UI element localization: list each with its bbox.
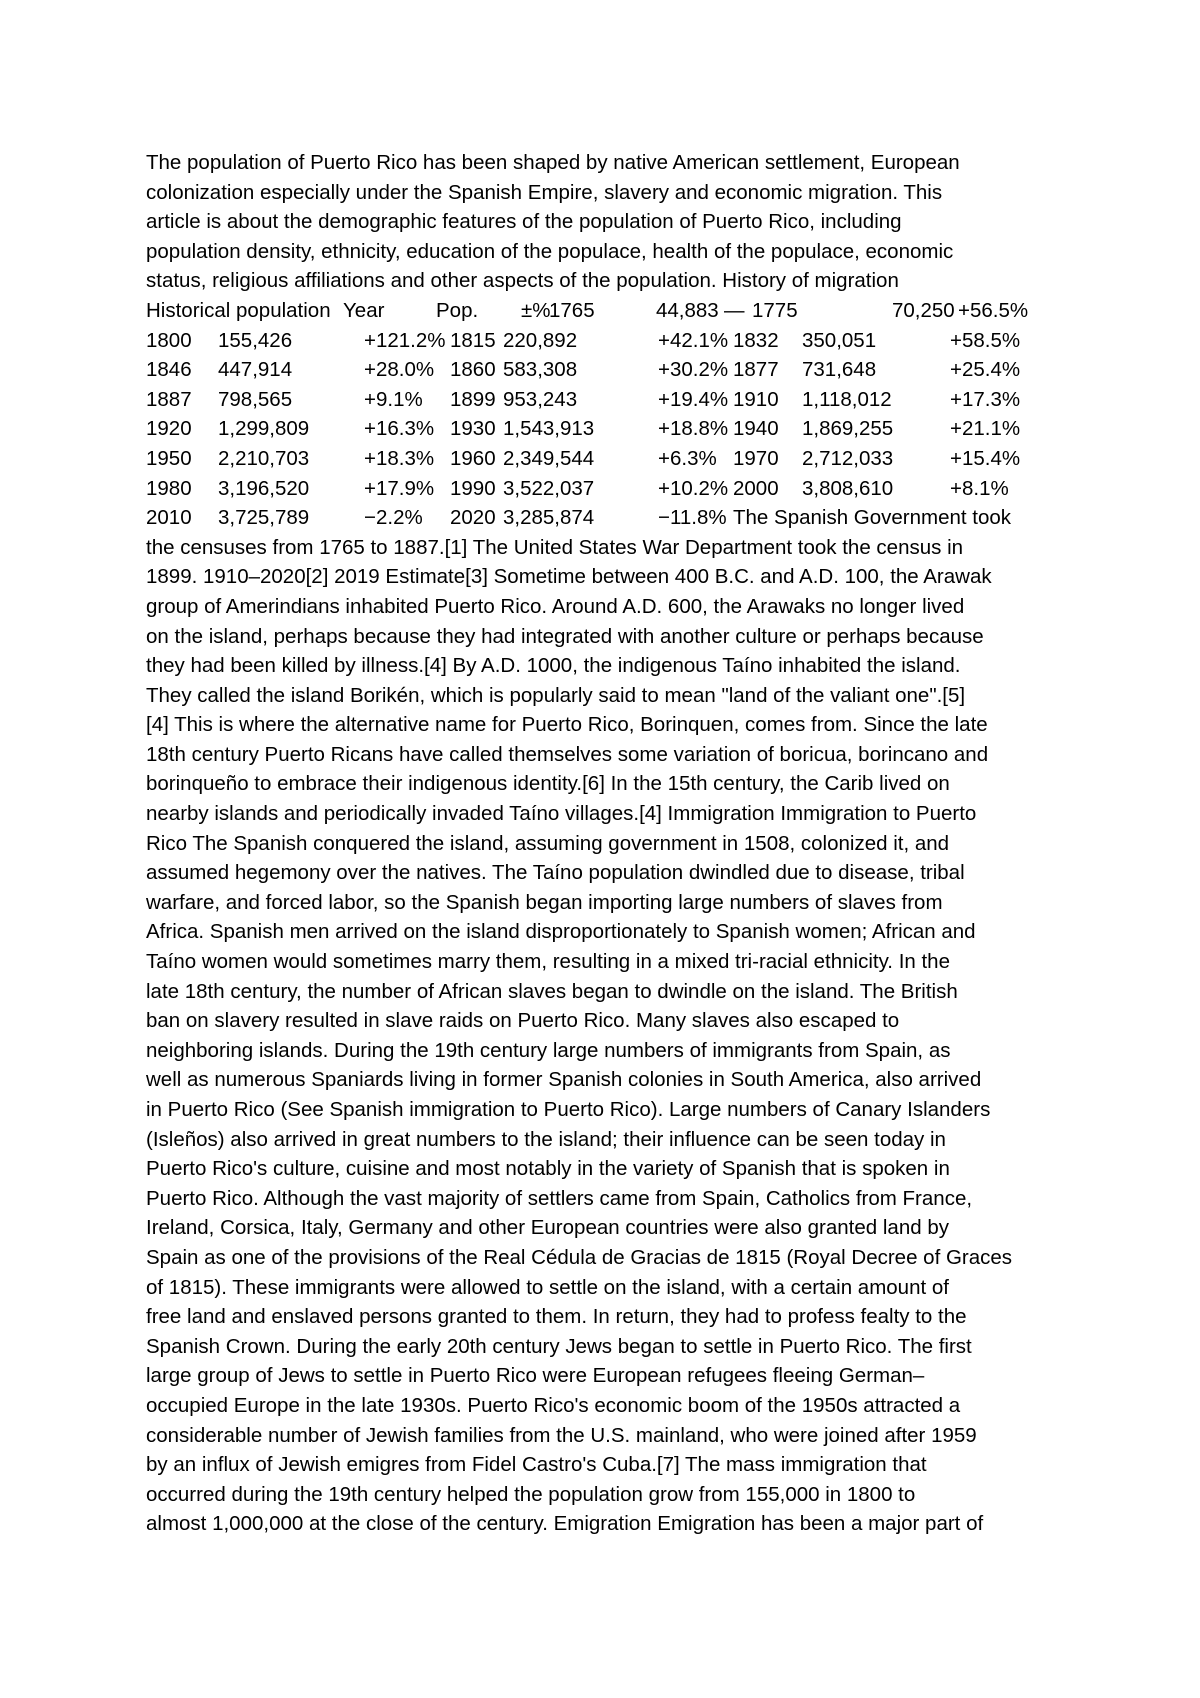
table-cell: 1,543,913 [503, 417, 595, 441]
table-cell: 1970 [733, 446, 779, 470]
table-cell: 2,349,544 [503, 446, 595, 470]
table-cell: 1,869,255 [802, 417, 894, 441]
text-line: almost 1,000,000 at the close of the century. Emigration Emigration has been a major part of [146, 1512, 984, 1536]
table-cell: 798,565 [218, 387, 293, 411]
header-pop: Pop. [436, 298, 479, 322]
text-line: Africa. Spanish men arrived on the island disproportionately to Spanish women; African and [146, 920, 976, 944]
table-cell: 1765 [549, 298, 595, 322]
table-cell: +6.3% [658, 446, 717, 470]
table-cell: +17.3% [950, 387, 1021, 411]
historical-population-table [146, 296, 1076, 533]
text-line: Rico The Spanish conquered the island, assuming government in 1508, colonized it, and [146, 831, 950, 855]
text-line: considerable number of Jewish families from the U.S. mainland, who were joined after 1959 [146, 1423, 977, 1447]
text-line: late 18th century, the number of African slaves began to dwindle on the island. The British [146, 979, 958, 1003]
table-cell: 1940 [733, 417, 779, 441]
table-cell: 3,285,874 [503, 506, 595, 530]
table-cell: 1950 [146, 446, 192, 470]
table-cell: +30.2% [658, 358, 729, 382]
document-text [146, 148, 1076, 1539]
table-row [146, 385, 1076, 415]
table-cell: 2,210,703 [218, 446, 310, 470]
table-cell: +121.2% [364, 328, 446, 352]
table-cell: +16.3% [364, 417, 435, 441]
table-cell: 1775 [752, 298, 798, 322]
table-cell: +17.9% [364, 476, 435, 500]
text-line: The population of Puerto Rico has been shaped by native American settlement, European [146, 151, 960, 174]
text-line: occurred during the 19th century helped the population grow from 155,000 in 1800 to [146, 1482, 916, 1506]
table-caption: Historical population [146, 298, 331, 322]
text-run: The Spanish Government took [733, 506, 1012, 530]
table-cell: 1846 [146, 358, 192, 382]
text-line: large group of Jews to settle in Puerto Rico were European refugees fleeing German– [146, 1364, 925, 1388]
table-cell: 44,883 [656, 298, 719, 322]
text-line: Puerto Rico's culture, cuisine and most notably in the variety of Spanish that is spoken in [146, 1157, 950, 1181]
table-cell: 2020 [450, 506, 496, 530]
table-cell: 1,118,012 [802, 387, 892, 411]
table-cell: +8.1% [950, 476, 1009, 500]
table-cell: 220,892 [503, 328, 578, 352]
table-cell: −2.2% [364, 506, 423, 530]
text-line: borinqueño to embrace their indigenous identity.[6] In the 15th century, the Carib lived on [146, 772, 950, 796]
table-cell: — [724, 298, 745, 322]
table-cell: 2000 [733, 476, 779, 500]
text-line: well as numerous Spaniards living in former Spanish colonies in South America, also arrived [146, 1068, 982, 1092]
table-cell: +25.4% [950, 358, 1021, 382]
table-cell: +9.1% [364, 387, 423, 411]
table-cell: +56.5% [958, 298, 1029, 322]
table-cell: 1832 [733, 328, 779, 352]
table-cell: 1990 [450, 476, 496, 500]
table-cell: 1980 [146, 476, 192, 500]
table-cell: 1960 [450, 446, 496, 470]
text-line: 18th century Puerto Ricans have called themselves some variation of boricua, borincano and [146, 742, 989, 766]
text-line: [4] This is where the alternative name for Puerto Rico, Borinquen, comes from. Since the late [146, 713, 988, 737]
text-line: Spanish Crown. During the early 20th century Jews began to settle in Puerto Rico. The first [146, 1334, 972, 1358]
table-cell: 1887 [146, 387, 192, 411]
table-row [146, 474, 1076, 504]
header-year: Year [343, 298, 385, 322]
table-cell: 3,725,789 [218, 506, 310, 530]
table-cell: 1800 [146, 328, 192, 352]
table-cell: 1815 [450, 328, 496, 352]
table-cell: 1,299,809 [218, 417, 310, 441]
text-line: Spain as one of the provisions of the Real Cédula de Gracias de 1815 (Royal Decree of Graces [146, 1245, 1013, 1269]
table-cell: 2,712,033 [802, 446, 894, 470]
header-change: ±% [521, 298, 551, 322]
text-line: colonization especially under the Spanish Empire, slavery and economic migration. This [146, 180, 943, 204]
table-cell: +42.1% [658, 328, 729, 352]
table-cell: 447,914 [218, 358, 293, 382]
table-cell: 1920 [146, 417, 192, 441]
table-row [146, 444, 1076, 474]
text-line: the censuses from 1765 to 1887.[1] The United States War Department took the census in [146, 535, 964, 559]
table-cell: +10.2% [658, 476, 729, 500]
table-cell: 2010 [146, 506, 192, 530]
text-line: free land and enslaved persons granted to them. In return, they had to profess fealty to the [146, 1305, 967, 1329]
text-line: Taíno women would sometimes marry them, resulting in a mixed tri-racial ethnicity. In the [146, 950, 950, 974]
text-line: assumed hegemony over the natives. The Taíno population dwindled due to disease, tribal [146, 861, 965, 885]
text-line: They called the island Borikén, which is popularly said to mean "land of the valiant one".[5] [146, 683, 966, 707]
intro-paragraph [146, 148, 1076, 296]
text-line: group of Amerindians inhabited Puerto Rico. Around A.D. 600, the Arawaks no longer lived [146, 594, 965, 618]
table-header-row [146, 296, 1076, 326]
table-cell: 3,196,520 [218, 476, 310, 500]
table-cell: +18.8% [658, 417, 729, 441]
table-cell: 731,648 [802, 358, 877, 382]
table-cell: 953,243 [503, 387, 578, 411]
table-cell: 3,522,037 [503, 476, 595, 500]
table-cell: +15.4% [950, 446, 1021, 470]
table-cell: 3,808,610 [802, 476, 894, 500]
text-line: Ireland, Corsica, Italy, Germany and other European countries were also granted land by [146, 1216, 949, 1240]
table-cell: +58.5% [950, 328, 1021, 352]
text-line: in Puerto Rico (See Spanish immigration to Puerto Rico). Large numbers of Canary Islanders [146, 1098, 991, 1121]
table-row [146, 326, 1076, 356]
text-line: neighboring islands. During the 19th century large numbers of immigrants from Spain, as [146, 1038, 951, 1062]
table-cell: 1910 [733, 387, 779, 411]
text-line: nearby islands and periodically invaded Taíno villages.[4] Immigration Immigration to Puerto [146, 802, 977, 826]
table-cell: +18.3% [364, 446, 435, 470]
text-line: they had been killed by illness.[4] By A.D. 1000, the indigenous Taíno inhabited the island. [146, 654, 961, 678]
text-line: of 1815). These immigrants were allowed to settle on the island, with a certain amount of [146, 1275, 949, 1299]
text-line: 1899. 1910–2020[2] 2019 Estimate[3] Sometime between 400 B.C. and A.D. 100, the Arawak [146, 565, 992, 589]
text-line: population density, ethnicity, education of the populace, health of the populace, economic [146, 239, 954, 263]
text-line: (Isleños) also arrived in great numbers to the island; their influence can be seen today in [146, 1127, 946, 1151]
table-cell: −11.8% [658, 506, 727, 530]
table-cell: 155,426 [218, 328, 293, 352]
text-line: ban on slavery resulted in slave raids on Puerto Rico. Many slaves also escaped to [146, 1009, 900, 1033]
text-line: occupied Europe in the late 1930s. Puerto Rico's economic boom of the 1950s attracted a [146, 1393, 961, 1417]
text-line: Puerto Rico. Although the vast majority of settlers came from Spain, Catholics from France, [146, 1186, 973, 1210]
table-cell: +28.0% [364, 358, 435, 382]
text-line: article is about the demographic features of the population of Puerto Rico, including [146, 210, 902, 234]
text-line: warfare, and forced labor, so the Spanish began importing large numbers of slaves from [146, 890, 943, 914]
table-cell: 70,250 [892, 298, 955, 322]
table-row [146, 503, 1076, 533]
table-cell: +21.1% [950, 417, 1021, 441]
table-cell: 1877 [733, 358, 779, 382]
table-cell: 583,308 [503, 358, 578, 382]
table-cell: 1899 [450, 387, 496, 411]
table-cell: 1930 [450, 417, 496, 441]
text-line: by an influx of Jewish emigres from Fidel Castro's Cuba.[7] The mass immigration that [146, 1453, 927, 1477]
table-cell: 350,051 [802, 328, 877, 352]
text-line: on the island, perhaps because they had integrated with another culture or perhaps because [146, 624, 984, 648]
text-line: status, religious affiliations and other aspects of the population. History of migration [146, 269, 899, 293]
table-row [146, 355, 1076, 385]
body-paragraph [146, 533, 1076, 1539]
table-row [146, 414, 1076, 444]
table-cell: 1860 [450, 358, 496, 382]
table-cell: +19.4% [658, 387, 729, 411]
